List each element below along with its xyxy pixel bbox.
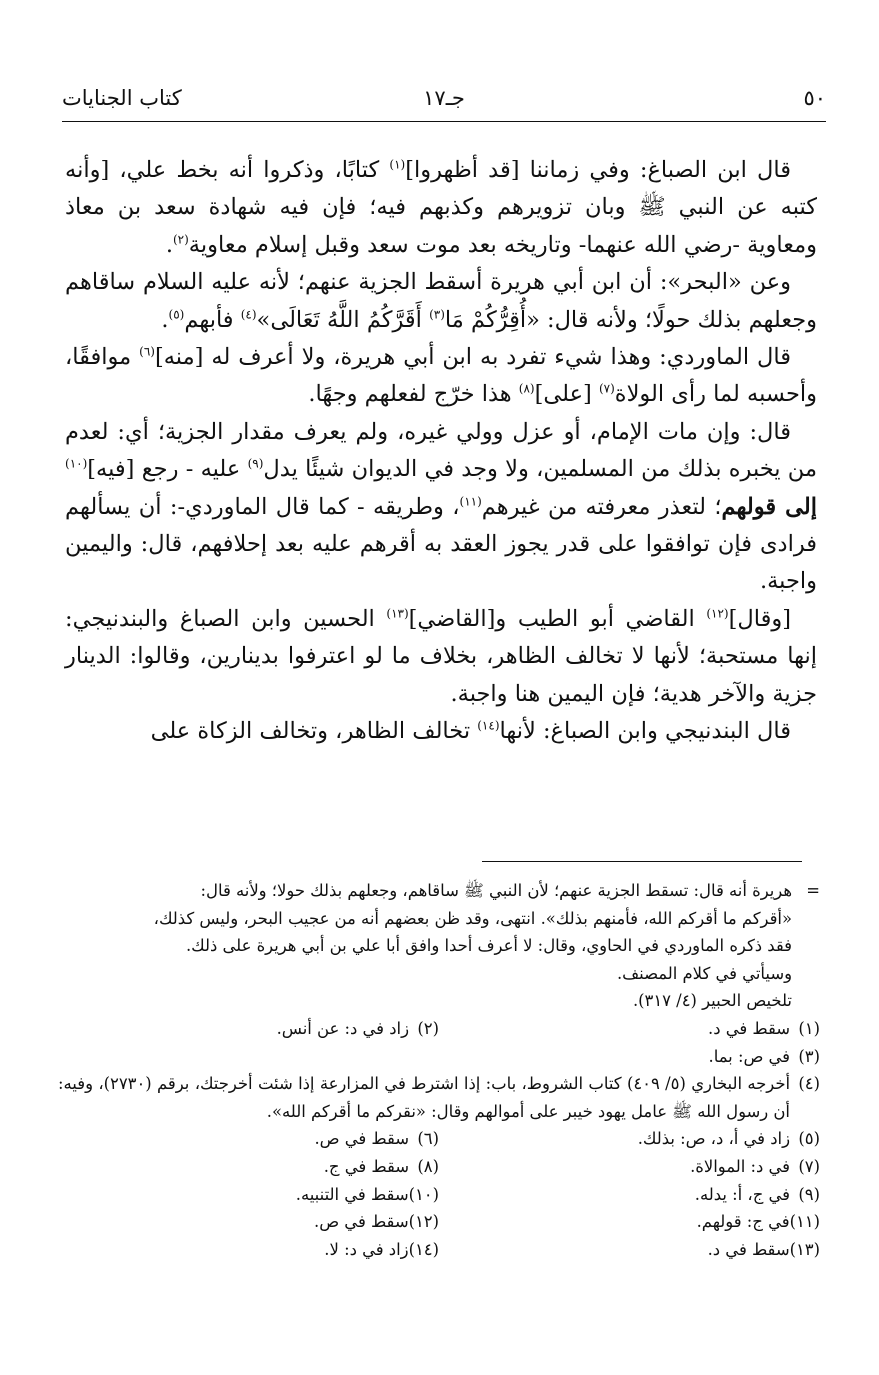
footnote-text: سقط في د. — [707, 1018, 790, 1038]
text-run: هذا خرّج لفعلهم وجهًا. — [308, 381, 519, 408]
footnote-4 — [58, 1070, 820, 1125]
footnote-ref: (١١) — [459, 494, 482, 509]
footnote-line: تلخيص الحبير (٤/ ٣١٧). — [632, 991, 792, 1011]
text-run: [وقال] — [728, 605, 791, 632]
footnote-marker: (٣) — [798, 1046, 820, 1066]
footnote-text: سقط في ص. — [314, 1212, 409, 1232]
header-rule — [62, 121, 826, 122]
footnote-ref: (٧) — [598, 381, 615, 396]
text-run: أَقَرَّكُمُ اللَّهُ تَعَالَى» — [256, 306, 430, 333]
footnote-marker: (٢) — [417, 1018, 439, 1038]
footnote-7 — [439, 1153, 820, 1181]
text-run: . — [165, 231, 173, 258]
text-run: فأبهم — [184, 306, 241, 333]
footnote-6 — [58, 1125, 439, 1153]
footnote-8 — [58, 1153, 439, 1181]
text-run: موافقًا، وأحسبه لما رأى الولاة — [65, 344, 817, 408]
footnote-separator — [482, 861, 802, 862]
text-run: ؛ لتعذر معرفته من غيرهم — [481, 493, 722, 520]
footnote-marker: (٥) — [798, 1129, 820, 1149]
footnote-row — [58, 1125, 820, 1153]
footnote-line: هريرة أنه قال: تسقط الجزية عنهم؛ لأن النبي ﷺ ساقاهم، وجعلهم بذلك حولا؛ ولأنه قال: — [200, 881, 792, 900]
footnotes — [58, 877, 820, 1263]
continuation-mark: = — [806, 881, 820, 900]
footnote-marker: (١٣) — [789, 1239, 820, 1259]
footnote-line: «أقركم ما أقركم الله، فأمنهم بذلك». انتهى، وقد ظن بعضهم أنه من عجيب البحر، وليس كذلك، — [153, 908, 792, 928]
footnote-ref: (٨) — [518, 381, 535, 396]
text-run: قال البندنيجي وابن الصباغ: لأنها — [499, 718, 791, 745]
footnote-text: سقط في ص. — [314, 1129, 409, 1149]
footnote-ref: (٦) — [139, 344, 155, 359]
paragraph-2 — [65, 264, 817, 339]
book-title: كتاب الجنايات — [62, 86, 182, 110]
text-run: القاضي أبو الطيب و[القاضي] — [408, 605, 707, 632]
footnote-row — [58, 1236, 820, 1264]
footnote-marker: (١١) — [789, 1212, 820, 1232]
footnote-text: في ص: بما. — [708, 1046, 790, 1066]
text-run: ، وطريقه - كما قال الماوردي-: أن يسألهم فرادى فإن توافقوا على قدر يجوز العقد به أقرهم عليه بعد إحلافهم، قال: واليمين واجبة. — [65, 493, 817, 595]
footnote-marker: (٨) — [417, 1156, 439, 1176]
bold-text-run: إلى قولهم — [721, 493, 818, 520]
paragraph-6 — [65, 713, 817, 750]
text-run: عليه - رجع [فيه] — [87, 456, 248, 483]
paragraph-5 — [65, 601, 817, 713]
text-run: تخالف الظاهر، وتخالف الزكاة على — [150, 718, 478, 745]
footnote-row — [58, 1153, 820, 1181]
footnote-marker: (٩) — [798, 1184, 820, 1204]
footnote-ref: (٣) — [429, 307, 445, 322]
footnote-marker: (١٠) — [408, 1184, 439, 1204]
paragraph-4 — [65, 414, 817, 601]
text-run: [على] — [534, 381, 599, 408]
footnote-marker: (١) — [798, 1018, 820, 1038]
main-text — [65, 152, 817, 751]
text-run: قال: وإن مات الإمام، أو عزل وولي غيره، ولم يعرف مقدار الجزية؛ أي: لعدم من يخبره بذلك من المسلمين، ولا وجد في الديوان شيئًا يدل — [65, 418, 817, 483]
text-run: وعن «البحر»: أن ابن أبي هريرة أسقط الجزية عنهم؛ لأنه عليه السلام ساقاهم وجعلهم بذلك حولًا؛ ولأنه قال: «أُقِرُّكُمْ مَا — [65, 269, 817, 333]
footnote-text: زاد في د: لا. — [324, 1239, 409, 1259]
footnote-13 — [439, 1236, 820, 1264]
footnote-marker: (١٤) — [408, 1239, 439, 1259]
text-run: الحسين وابن الصباغ والبندنيجي: إنها مستحبة؛ لأنها لا تخالف الظاهر، بخلاف ما لو اعترفوا بدينارين، وقالوا: الدينار جزية والآخر هدية؛ فإن اليمين هنا واجبة. — [65, 605, 817, 707]
footnote-14 — [58, 1236, 439, 1264]
text-run: قال الماوردي: وهذا شيء تفرد به ابن أبي هريرة، ولا أعرف له [منه] — [154, 344, 792, 371]
footnote-row — [58, 1181, 820, 1209]
footnote-2 — [58, 1015, 439, 1043]
footnote-text: زاد في أ، د، ص: بذلك. — [637, 1129, 790, 1149]
text-run: قال ابن الصباغ: وفي زماننا [قد أظهروا] — [405, 157, 791, 183]
footnote-line: فقد ذكره الماوردي في الحاوي، وقال: لا أعرف أحدا وافق أبا علي بن أبي هريرة على ذلك. — [185, 936, 792, 956]
footnote-row — [58, 1208, 820, 1236]
text-run: . — [161, 306, 169, 333]
footnote-text: سقط في ج. — [323, 1156, 409, 1176]
footnote-row — [58, 1015, 820, 1043]
footnote-ref: (٢) — [172, 232, 189, 247]
footnote-marker: (٤) — [798, 1074, 820, 1094]
footnote-5 — [439, 1125, 820, 1153]
footnote-marker: (٦) — [417, 1129, 439, 1149]
footnote-marker: (١٢) — [408, 1212, 439, 1232]
footnote-ref: (١٠) — [65, 456, 88, 471]
footnote-text: في ج: قولهم. — [696, 1212, 790, 1232]
paragraph-3 — [65, 339, 817, 414]
footnote-marker: (٧) — [798, 1156, 820, 1176]
footnote-text: في ج، أ: يدله. — [694, 1184, 790, 1204]
footnote-10 — [58, 1181, 439, 1209]
footnote-3 — [58, 1043, 820, 1071]
footnote-1 — [439, 1015, 820, 1043]
footnote-ref: (٤) — [240, 307, 257, 322]
footnote-ref: (١٤) — [477, 718, 500, 733]
paragraph-1 — [65, 152, 817, 264]
footnote-9 — [439, 1181, 820, 1209]
footnote-ref: (١٢) — [706, 606, 729, 621]
footnote-12 — [58, 1208, 439, 1236]
footnote-text: زاد في د: عن أنس. — [276, 1018, 409, 1038]
footnote-line: وسيأتي في كلام المصنف. — [616, 963, 792, 983]
text-run: كتابًا، وذكروا أنه بخط علي، [وأنه كتبه عن النبي ﷺ وبان تزويرهم وكذبهم فيه؛ فإن فيه شهادة سعد بن معاذ ومعاوية -رضي الله عنهما- وتاريخه بعد موت سعد وقبل إسلام معاوية — [65, 157, 817, 258]
volume-label: جـ١٧ — [423, 86, 465, 110]
running-header — [62, 86, 826, 120]
footnote-11 — [439, 1208, 820, 1236]
footnote-text: في د: الموالاة. — [690, 1156, 790, 1176]
footnote-ref: (٥) — [168, 307, 185, 322]
footnote-text: سقط في التنبيه. — [295, 1184, 409, 1204]
footnote-ref: (١) — [389, 157, 406, 172]
footnote-ref: (٩) — [247, 456, 264, 471]
footnote-text: سقط في د. — [707, 1239, 790, 1259]
page-number: ٥٠ — [803, 86, 826, 110]
footnote-ref: (١٣) — [386, 606, 409, 621]
footnote-continuation — [58, 877, 820, 1015]
footnote-text: أخرجه البخاري (٥/ ٤٠٩) كتاب الشروط، باب: إذا اشترط في المزارعة إذا شئت أخرجتك، برقم (٢٧٣٠)، وفيه: أن رسول الله ﷺ عامل يهود خيبر على أموالهم وقال: «نقركم ما أقركم الله». — [58, 1074, 791, 1121]
